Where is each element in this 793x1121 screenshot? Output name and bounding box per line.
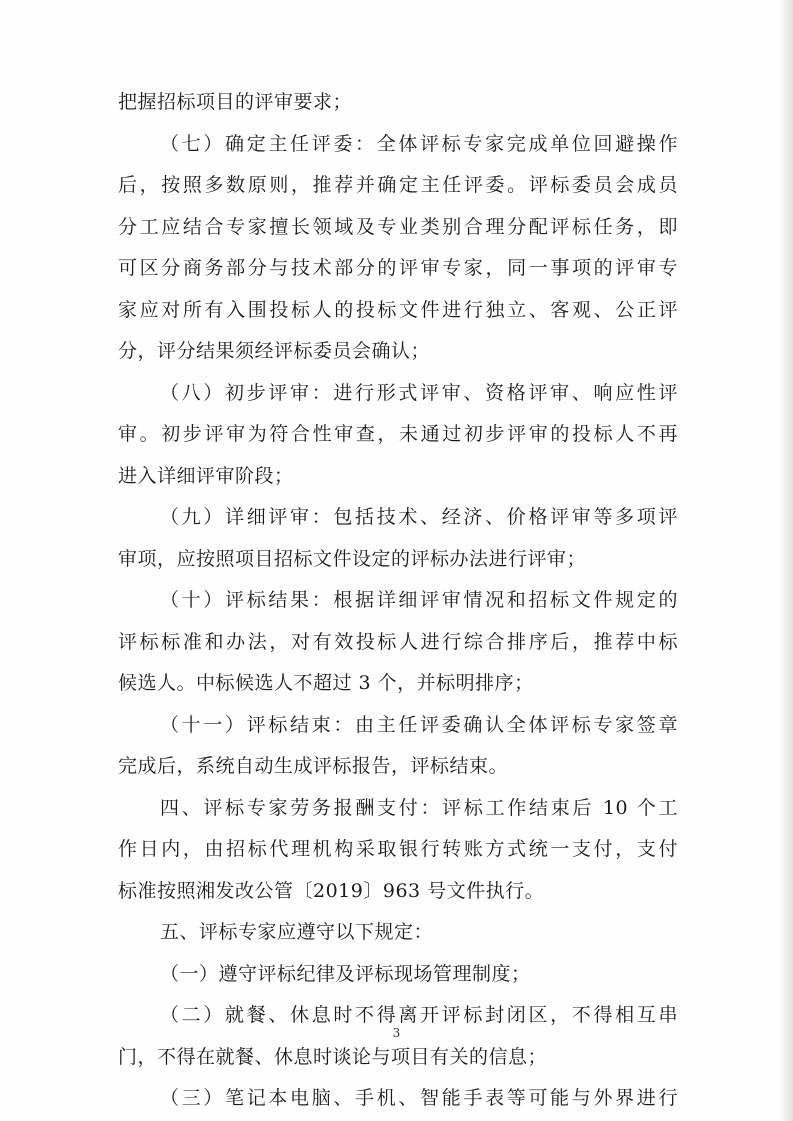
page-number: 3 — [392, 1026, 401, 1040]
paragraph-line: 后，按照多数原则，推荐并确定主任评委。评标委员会成员 — [118, 174, 678, 196]
paragraph-line: （十）评标结果：根据详细评审情况和招标文件规定的 — [160, 589, 678, 611]
paragraph-line: 候选人。中标候选人不超过 3 个，并标明排序； — [118, 672, 534, 694]
paragraph-line: 四、评标专家劳务报酬支付：评标工作结束后 10 个工 — [160, 796, 678, 819]
paragraph-line: （八）初步评审：进行形式评审、资格评审、响应性评 — [160, 381, 678, 404]
document-body — [118, 82, 678, 1120]
paragraph-line: （二）就餐、休息时不得离开评标封闭区，不得相互串 — [160, 1004, 678, 1026]
paragraph-line: （九）详细评审：包括技术、经济、价格评审等多项评 — [160, 506, 678, 528]
paragraph-line: 审。初步评审为符合性审查，未通过初步评审的投标人不再 — [118, 423, 678, 445]
paragraph-line: 评标标准和办法，对有效投标人进行综合排序后，推荐中标 — [118, 630, 678, 653]
scan-shadow-edge — [779, 0, 793, 1121]
paragraph-line: 作日内，由招标代理机构采取银行转账方式统一支付，支付 — [118, 838, 678, 860]
paragraph-line: 完成后，系统自动生成评标报告，评标结束。 — [118, 755, 509, 777]
paragraph-line: 五、评标专家应遵守以下规定： — [160, 921, 434, 943]
paragraph-line: 分工应结合专家擅长领域及专业类别合理分配评标任务，即 — [118, 215, 678, 238]
paragraph-line: 可区分商务部分与技术部分的评审专家，同一事项的评审专 — [118, 257, 678, 279]
paragraph-line: 门，不得在就餐、休息时谈论与项目有关的信息； — [118, 1045, 548, 1068]
paragraph-line: （三）笔记本电脑、手机、智能手表等可能与外界进行 — [160, 1087, 678, 1109]
paragraph-line: （一）遵守评标纪律及评标现场管理制度； — [160, 962, 531, 985]
paragraph-line: （十一）评标结束：由主任评委确认全体评标专家签章 — [160, 713, 678, 736]
paragraph-line: （七）确定主任评委：全体评标专家完成单位回避操作 — [160, 132, 678, 155]
paragraph-line: 进入详细评审阶段； — [118, 464, 294, 487]
paragraph-line: 分，评分结果须经评标委员会确认； — [118, 340, 431, 362]
paragraph-line: 家应对所有入围投标人的投标文件进行独立、客观、公正评 — [118, 298, 678, 321]
paragraph-line: 把握招标项目的评审要求； — [118, 91, 353, 113]
paragraph-line: 审项，应按照项目招标文件设定的评标办法进行评审； — [118, 547, 587, 570]
paragraph-line: 标准按照湘发改公管〔2019〕963 号文件执行。 — [118, 879, 545, 902]
